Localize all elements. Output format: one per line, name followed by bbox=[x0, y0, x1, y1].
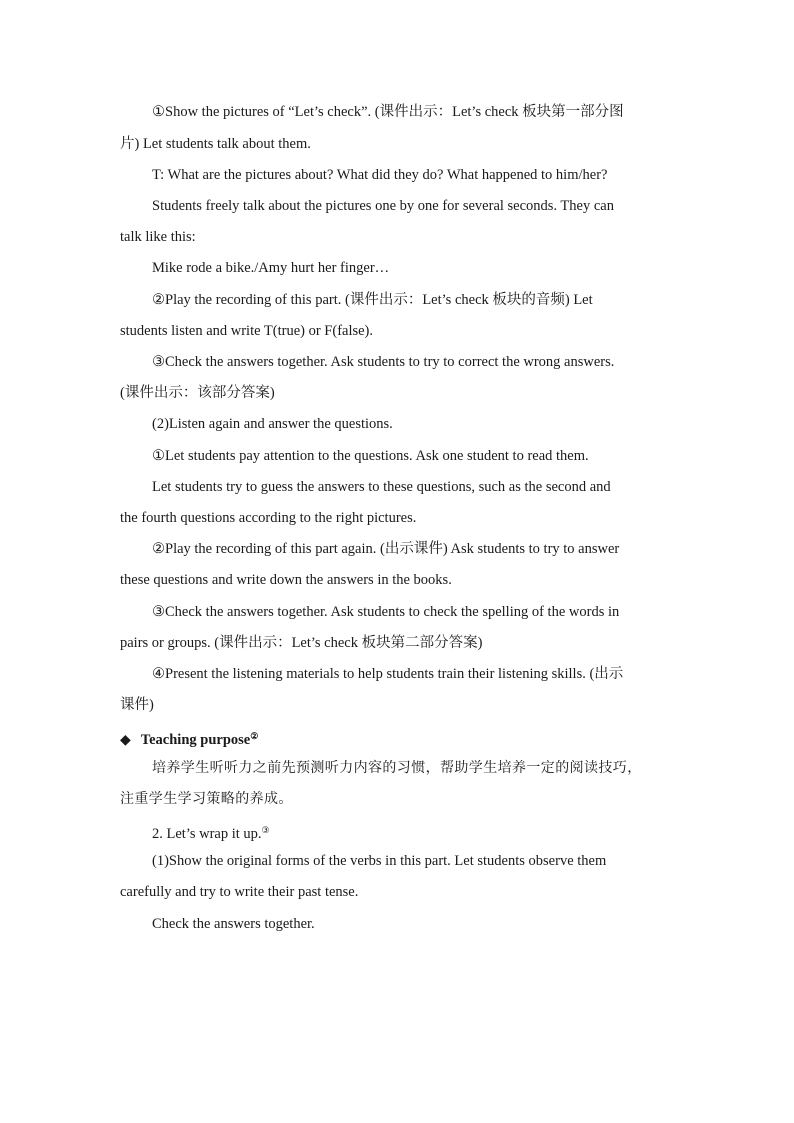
text-line: Check the answers together. bbox=[152, 916, 315, 932]
text-line: talk like this: bbox=[120, 229, 196, 245]
section-heading bbox=[120, 726, 680, 751]
text-line: 课件) bbox=[120, 697, 154, 713]
text-line: ③Check the answers together. Ask students to try to correct the wrong answers. bbox=[152, 354, 615, 370]
text-line: 培养学生听听力之前先预测听力内容的习惯，帮助学生培养一定的阅读技巧， bbox=[152, 760, 642, 776]
text-line: these questions and write down the answers in the books. bbox=[120, 572, 452, 588]
text-line: pairs or groups. (课件出示：Let’s check 板块第二部分答案) bbox=[120, 635, 483, 651]
text-line: (2)Listen again and answer the questions. bbox=[152, 416, 393, 432]
text-line: students listen and write T(true) or F(false). bbox=[120, 323, 374, 339]
text-line: ②Play the recording of this part again. (出示课件) Ask students to try to answer bbox=[152, 541, 620, 557]
text-line: carefully and try to write their past tense. bbox=[120, 884, 359, 900]
heading-text: Teaching purpose bbox=[140, 732, 251, 748]
text-line: ②Play the recording of this part. (课件出示：Let’s check 板块的音频) Let bbox=[152, 292, 593, 308]
text-line: ①Show the pictures of “Let’s check”. (课件出示：Let’s check 板块第一部分图 bbox=[152, 104, 624, 120]
text-line: Mike rode a bike./Amy hurt her finger… bbox=[152, 260, 390, 276]
text-line: T: What are the pictures about? What did they do? What happened to him/her? bbox=[152, 167, 608, 183]
section-title: 2. Let’s wrap it up. bbox=[152, 826, 262, 842]
text-line: (课件出示：该部分答案) bbox=[120, 385, 275, 401]
text-line: Let students try to guess the answers to these questions, such as the second and bbox=[152, 479, 611, 495]
diamond-bullet-icon: ◆ bbox=[120, 733, 131, 748]
text-line: ①Let students pay attention to the questions. Ask one student to read them. bbox=[152, 448, 589, 464]
text-line: (1)Show the original forms of the verbs in this part. Let students observe them bbox=[152, 853, 607, 869]
text-line: 注重学生学习策略的养成。 bbox=[120, 791, 293, 807]
footnote-mark: ② bbox=[250, 731, 259, 741]
text-line: Students freely talk about the pictures one by one for several seconds. They can bbox=[152, 198, 614, 214]
footnote-mark: ③ bbox=[261, 825, 270, 835]
text-line: the fourth questions according to the right pictures. bbox=[120, 510, 417, 526]
text-line: 片) Let students talk about them. bbox=[120, 136, 311, 152]
text-line: ③Check the answers together. Ask students to check the spelling of the words in bbox=[152, 604, 620, 620]
text-line: ④Present the listening materials to help students train their listening skills. (出示 bbox=[152, 666, 624, 682]
text-line bbox=[152, 820, 712, 844]
